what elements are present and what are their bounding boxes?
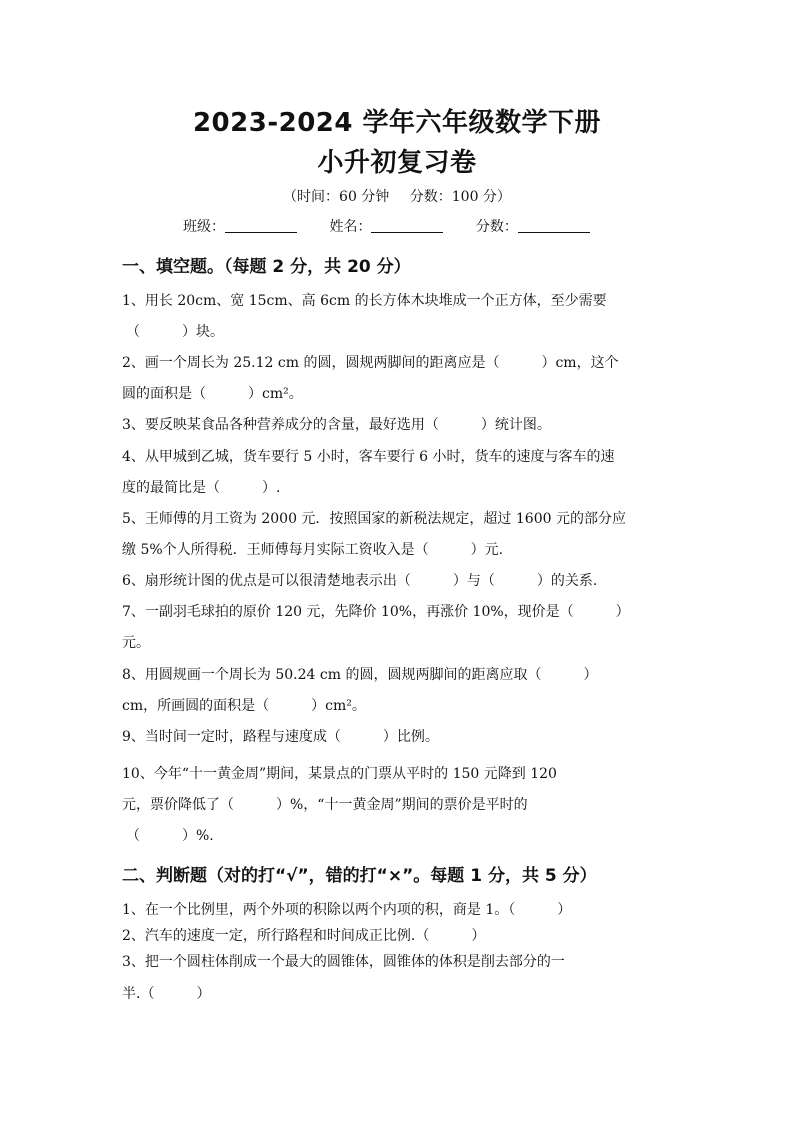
question-line: 元，票价降低了（ ）%，“十一黄金周”期间的票价是平时的 [122,797,528,813]
question-line: （ ）%. [126,828,214,844]
question-line: 3、要反映某食品各种营养成分的含量，最好选用（ ）统计图。 [122,417,551,433]
question-line: 6、扇形统计图的优点是可以很清楚地表示出（ ）与（ ）的关系. [122,573,598,589]
name-label: 姓名： [329,219,372,235]
score-blank[interactable] [518,218,590,233]
section-fill-blank-heading: 一、填空题。（每题 2 分，共 20 分） [122,257,411,277]
name-blank[interactable] [371,218,443,233]
question-line: 10、今年“十一黄金周”期间，某景点的门票从平时的 150 元降到 120 [122,766,557,782]
class-field [183,216,297,236]
question-line: 3、把一个圆柱体削成一个最大的圆锥体，圆锥体的体积是削去部分的一 [122,954,565,970]
question-line: 2、画一个周长为 25.12 cm 的圆，圆规两脚间的距离应是（ ）cm，这个 [122,355,619,371]
score-field [476,216,590,236]
question-line: 5、王师傅的月工资为 2000 元．按照国家的新税法规定，超过 1600 元的部分应 [122,511,626,527]
question-line: 缴 5%个人所得税．王师傅每月实际工资收入是（ ）元. [122,542,504,558]
question-line: 9、当时间一定时，路程与速度成（ ）比例。 [122,729,439,745]
section-true-false-heading: 二、判断题（对的打“√”，错的打“×”。每题 1 分，共 5 分） [122,866,597,886]
question-line: 半.（ ） [122,986,211,1002]
question-line: （ ）块。 [126,324,224,340]
name-field [329,216,443,236]
question-line: 8、用圆规画一个周长为 50.24 cm 的圆，圆规两脚间的距离应取（ ） [122,667,598,683]
question-line: 元。 [122,635,150,651]
question-line: 7、一副羽毛球拍的原价 120 元，先降价 10%，再涨价 10%，现价是（ ） [122,604,630,620]
question-line: 圆的面积是（ ）cm²。 [122,386,303,402]
exam-meta [0,186,794,206]
total-score: 分数：100 分） [409,189,511,205]
question-line: 1、用长 20cm、宽 15cm、高 6cm 的长方体木块堆成一个正方体，至少需要 [122,293,607,309]
exam-title: 2023-2024 学年六年级数学下册 [192,108,602,138]
class-blank[interactable] [225,218,297,233]
score-label: 分数： [475,219,518,235]
question-line: 4、从甲城到乙城，货车要行 5 小时，客车要行 6 小时，货车的速度与客车的速 [122,449,615,465]
exam-subtitle: 小升初复习卷 [317,148,477,178]
student-info [183,216,618,236]
question-line: 1、在一个比例里，两个外项的积除以两个内项的积，商是 1。（ ） [122,902,572,918]
question-line: cm，所画圆的面积是（ ）cm²。 [122,698,366,714]
question-line: 度的最简比是（ ）. [122,480,281,496]
class-label: 班级： [183,219,225,235]
time-limit: （时间：60 分钟 [283,189,390,205]
question-line: 2、汽车的速度一定，所行路程和时间成正比例.（ ） [122,928,486,944]
